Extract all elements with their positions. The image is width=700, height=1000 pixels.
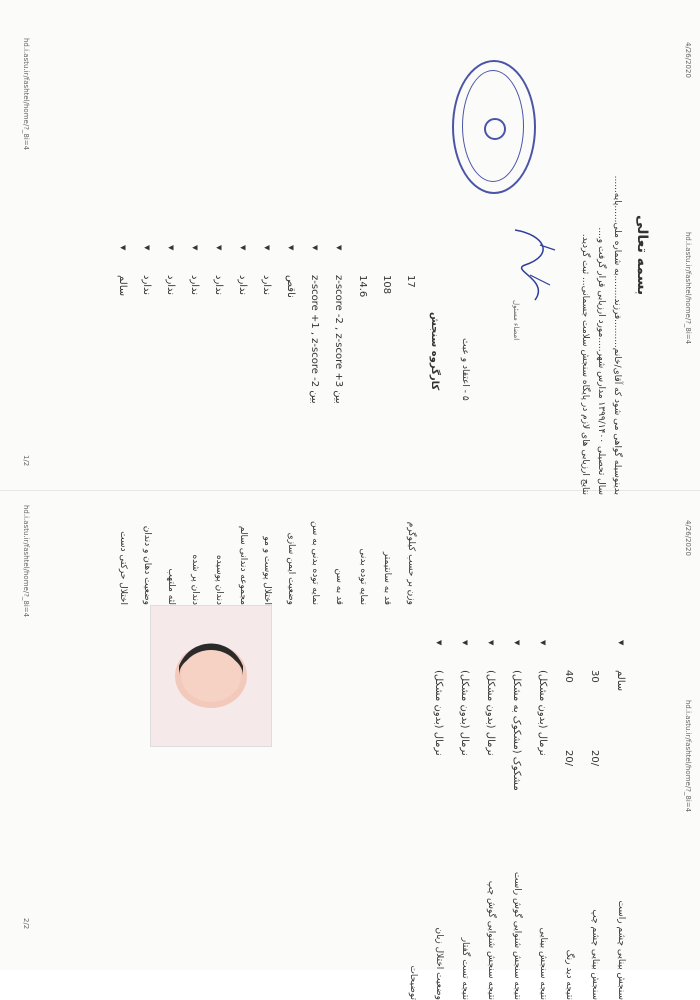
- date-mid: 4/26/2020: [684, 520, 692, 556]
- table-row[interactable]: ▼ دندان پوسیده ندارد: [213, 245, 224, 605]
- chevron-down-icon[interactable]: ▼: [215, 245, 223, 251]
- url-left-top: hd.i.astu.ir/fashtel/home/?_8i=4: [22, 38, 30, 151]
- chevron-down-icon[interactable]: ▼: [239, 245, 247, 251]
- date-top: 4/26/2020: [684, 42, 692, 78]
- chevron-down-icon[interactable]: ▼: [311, 245, 319, 251]
- student-photo: [150, 605, 272, 747]
- chevron-down-icon[interactable]: ▼: [119, 245, 127, 251]
- table-row[interactable]: ▼ اختلال پوست و مو ندارد: [261, 245, 272, 605]
- chevron-down-icon[interactable]: ▼: [287, 245, 295, 251]
- table-row[interactable]: ▼ اختلال حرکتی دست سالم: [117, 245, 128, 605]
- table-row[interactable]: ▼ لثه ملتهب ندارد: [165, 245, 176, 605]
- table-row[interactable]: ▼ مجموعه دندانی سالم ندارد: [237, 245, 248, 605]
- table-row[interactable]: ▼ وضعیت ایمن سازی ناقص: [285, 245, 296, 605]
- table-row[interactable]: ▼ نتیجه سنجش شنوایی گوش چپ نرمال (بدون مشکل): [485, 640, 496, 1000]
- table-row[interactable]: ▼ وضعیت اختلال زبان نرمال (بدون مشکل): [433, 640, 444, 1000]
- intro-line-2: سال تحصیلی ۱۳۹۹/۱۴۰۰ مدارس شهر.....مورد ارزیابی قرار گرفت و....: [596, 227, 606, 495]
- chevron-down-icon[interactable]: ▼: [487, 640, 495, 646]
- chevron-down-icon[interactable]: ▼: [263, 245, 271, 251]
- table-row[interactable]: ▼ نتیجه تست گفتار نرمال (بدون مشکل): [459, 640, 470, 1000]
- official-seal: [452, 60, 536, 194]
- signature: [505, 225, 565, 305]
- url-mid: hd.i.astu.ir/fashtel/home/?_8i=4: [684, 700, 692, 813]
- chevron-down-icon[interactable]: ▼: [513, 640, 521, 646]
- chevron-down-icon[interactable]: ▼: [167, 245, 175, 251]
- table-row: وزن بر حسب کیلوگرم 17: [405, 275, 416, 605]
- page-number-1: 1/2: [22, 455, 30, 467]
- table-row[interactable]: ▼ قد به سن z-score -2 , z-score +3 بین: [333, 245, 344, 605]
- table-row[interactable]: ▼ نتیجه سنجش شنوایی گوش راست مشکوک (مشکوک به مشکل): [511, 640, 522, 1000]
- table-row: قد به سانتیمتر 108: [381, 275, 392, 605]
- page-number-2: 2/2: [22, 918, 30, 930]
- table-row[interactable]: ▼ نمایه توده بدنی به سن z-score +1 , z-score -2 بین: [309, 245, 320, 605]
- measurement-table-top: [100, 245, 420, 605]
- table-row[interactable]: ▼ وضعیت دهان و دندان ندارد: [141, 245, 152, 605]
- section-title: کارگروه سنجش: [429, 312, 440, 391]
- chevron-down-icon[interactable]: ▼: [335, 245, 343, 251]
- table-row: سنجش بینایی چشم چپ 30 20/: [589, 670, 600, 1000]
- document-title: بسمه تعالی: [634, 215, 650, 296]
- section-subtitle: ۵ - اعتقاد و عبث: [460, 338, 470, 401]
- table-row[interactable]: ▼ سنجش بینایی چشم راست سالم: [615, 640, 626, 1000]
- table-row: توضیحات: [408, 965, 418, 1000]
- measurement-table-bottom: [370, 640, 630, 1000]
- signature-note: امضاء مسئول: [512, 300, 520, 341]
- chevron-down-icon[interactable]: ▼: [461, 640, 469, 646]
- chevron-down-icon[interactable]: ▼: [435, 640, 443, 646]
- table-row[interactable]: ▼ دندان پر شده ندارد: [189, 245, 200, 605]
- intro-line-3: نتایج ارزیابی های لازم در پایگاه سنجش سلامت جسمانی... ثبت گردید.: [580, 233, 590, 495]
- chevron-down-icon[interactable]: ▼: [617, 640, 625, 646]
- chevron-down-icon[interactable]: ▼: [539, 640, 547, 646]
- chevron-down-icon[interactable]: ▼: [143, 245, 151, 251]
- chevron-down-icon[interactable]: ▼: [191, 245, 199, 251]
- url-left-mid: hd.i.astu.ir/fashtel/home/?_8i=4: [22, 505, 30, 618]
- table-row[interactable]: ▼ نتیجه سنجش بینایی نرمال (بدون مشکل): [537, 640, 548, 1000]
- url-top: hd.i.astu.ir/fashtel/home/?_8i=4: [684, 232, 692, 345]
- table-row: نمایه توده بدنی 14.6: [357, 275, 368, 605]
- intro-line-1: بدینوسیله گواهی می شود که آقای/خانم..........فرزند........به شماره ملی......پایه......: [612, 175, 622, 495]
- table-row: نتیجه دید رنگ 40 20/: [563, 670, 574, 1000]
